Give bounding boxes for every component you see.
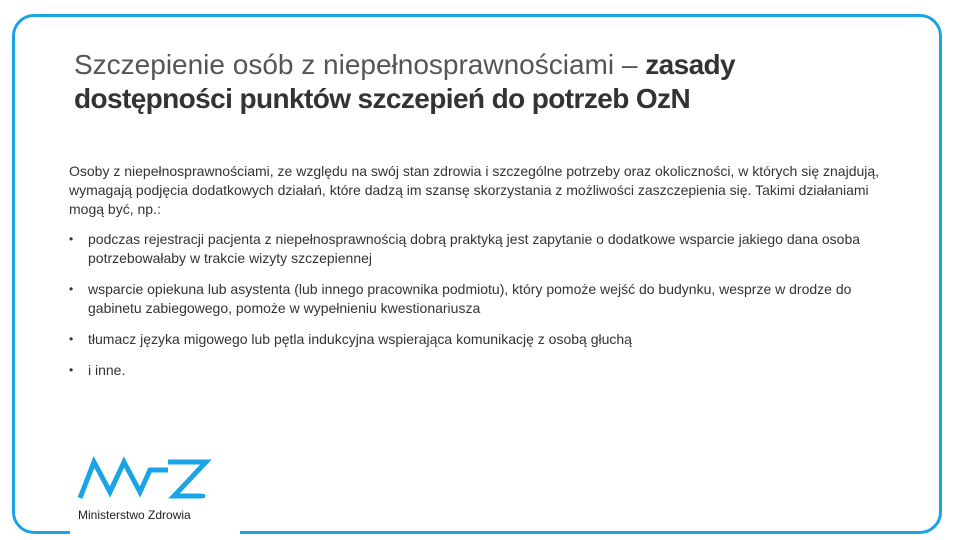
bullet-text: i inne. — [88, 362, 126, 378]
bullet-item — [69, 280, 889, 318]
bullet-text: podczas rejestracji pacjenta z niepełnosprawnością dobrą praktyką jest zapytanie o dodatkowe wsparcie jakiego dana osoba potrzebowałaby w trakcie wizyty szczepiennej — [88, 231, 861, 266]
bullet-item — [69, 330, 889, 349]
bullet-item — [69, 230, 889, 268]
bullet-dot: • — [69, 363, 74, 377]
bullet-list — [69, 230, 889, 392]
intro-paragraph: Osoby z niepełnosprawnościami, ze względu na swój stan zdrowia i szczególne potrzeby oraz okoliczności, w których się znajdują, wymagają podjęcia dodatkowych działań, które dadzą im szansę skorzystania z możliwości zaszczepienia się. Takimi działaniami mogą być, np.: — [69, 163, 880, 217]
bullet-item — [69, 361, 889, 380]
title-light: Szczepienie osób z niepełnosprawnościami – — [74, 49, 646, 80]
slide-title — [74, 48, 894, 116]
bullet-dot: • — [69, 232, 74, 246]
bullet-dot: • — [69, 282, 74, 296]
bullet-text: wsparcie opiekuna lub asystenta (lub innego pracownika podmiotu), który pomoże wejść do budynku, wesprze w drodze do gabinetu zabiegowego, pomoże w wypełnieniu kwestionariusza — [88, 281, 852, 316]
logo-text: Ministerstwo Zdrowia — [78, 508, 191, 522]
title-bold: zasady dostępności punktów szczepień do potrzeb OzN — [74, 49, 736, 114]
bullet-dot: • — [69, 332, 74, 346]
bullet-text: tłumacz języka migowego lub pętla indukcyjna wspierająca komunikację z osobą głuchą — [88, 331, 632, 347]
